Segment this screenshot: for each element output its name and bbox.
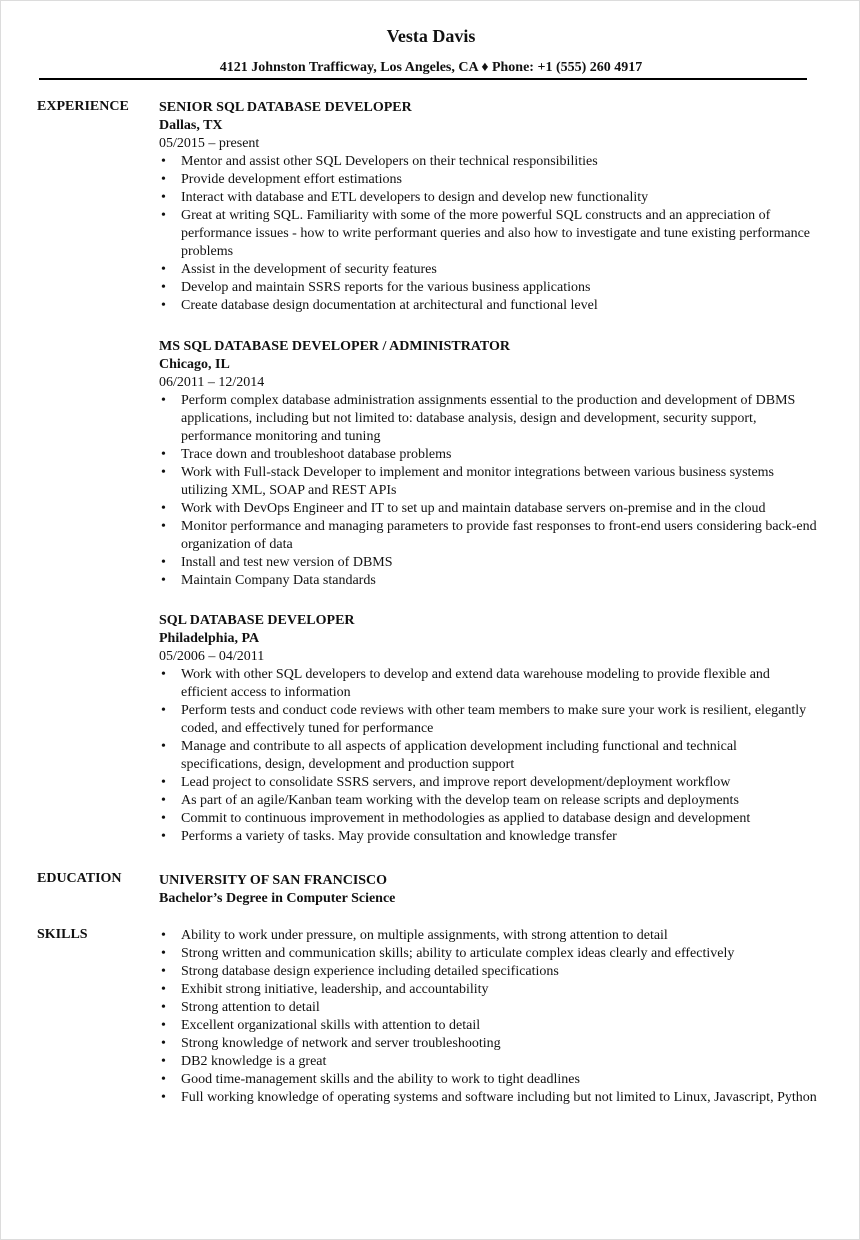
experience-heading: EXPERIENCE (37, 99, 129, 114)
list-item: • Full working knowledge of operating systems and software including but not limited to Linux, Javascript, Python (159, 1089, 819, 1107)
candidate-name: Vesta Davis (386, 26, 476, 46)
education-heading: EDUCATION (37, 871, 122, 886)
job-title: SQL DATABASE DEVELOPER (159, 613, 355, 628)
list-item: • Assist in the development of security features (159, 261, 819, 279)
list-item: • Mentor and assist other SQL Developers on their technical responsibilities (159, 153, 819, 171)
list-item: • Good time-management skills and the ability to work to tight deadlines (159, 1071, 819, 1089)
header-divider (39, 78, 807, 80)
list-item: • Strong written and communication skills; ability to articulate complex ideas clearly and effectively (159, 945, 819, 963)
job-entry (159, 612, 819, 846)
job-dates: 05/2006 – 04/2011 (159, 649, 265, 664)
job-location: Philadelphia, PA (159, 631, 260, 646)
job-responsibilities (159, 666, 819, 846)
list-item: • Provide development effort estimations (159, 171, 819, 189)
list-item: • Strong knowledge of network and server troubleshooting (159, 1035, 819, 1053)
list-item: • Exhibit strong initiative, leadership, and accountability (159, 981, 819, 999)
list-item: • Strong attention to detail (159, 999, 819, 1017)
list-item: • Work with Full-stack Developer to implement and monitor integrations between various business systems utilizing XML, SOAP and REST APIs (159, 464, 819, 500)
list-item: • Work with DevOps Engineer and IT to set up and maintain database servers on-premise and in the cloud (159, 500, 819, 518)
list-item: • Trace down and troubleshoot database problems (159, 446, 819, 464)
job-location: Dallas, TX (159, 118, 223, 133)
job-title: SENIOR SQL DATABASE DEVELOPER (159, 100, 412, 115)
degree-name: Bachelor’s Degree in Computer Science (159, 891, 396, 906)
list-item: • Performs a variety of tasks. May provide consultation and knowledge transfer (159, 828, 819, 846)
list-item: • Strong database design experience including detailed specifications (159, 963, 819, 981)
job-responsibilities (159, 153, 819, 315)
school-name: UNIVERSITY OF SAN FRANCISCO (159, 873, 388, 888)
list-item: • Maintain Company Data standards (159, 572, 819, 590)
list-item: • Develop and maintain SSRS reports for the various business applications (159, 279, 819, 297)
list-item: • Interact with database and ETL developers to design and develop new functionality (159, 189, 819, 207)
list-item: • Perform complex database administration assignments essential to the production and development of DBMS applications, including but not limited to: database analysis, design and development, security support, performance monitoring and tuning (159, 392, 819, 446)
skills-list-block (159, 927, 819, 1107)
list-item: • Lead project to consolidate SSRS servers, and improve report development/deployment workflow (159, 774, 819, 792)
contact-line: 4121 Johnston Trafficway, Los Angeles, CA ♦ Phone: +1 (555) 260 4917 (219, 60, 643, 75)
list-item: • Ability to work under pressure, on multiple assignments, with strong attention to detail (159, 927, 819, 945)
job-title: MS SQL DATABASE DEVELOPER / ADMINISTRATOR (159, 339, 510, 354)
job-dates: 06/2011 – 12/2014 (159, 375, 265, 390)
job-entry (159, 99, 819, 315)
list-item: • Great at writing SQL. Familiarity with some of the more powerful SQL constructs and an appreciation of performance issues - how to write performant queries and also how to investigate and tune existing performance problems (159, 207, 819, 261)
list-item: • Excellent organizational skills with attention to detail (159, 1017, 819, 1035)
education-entry (159, 872, 819, 908)
job-dates: 05/2015 – present (159, 136, 260, 151)
job-entry (159, 338, 819, 590)
job-location: Chicago, IL (159, 357, 230, 372)
skills-heading: SKILLS (37, 927, 88, 942)
list-item: • DB2 knowledge is a great (159, 1053, 819, 1071)
list-item: • Work with other SQL developers to develop and extend data warehouse modeling to provide flexible and efficient access to information (159, 666, 819, 702)
list-item: • Manage and contribute to all aspects of application development including functional and technical specifications, design, development and production support (159, 738, 819, 774)
list-item: • Create database design documentation at architectural and functional level (159, 297, 819, 315)
job-responsibilities (159, 392, 819, 590)
list-item: • Install and test new version of DBMS (159, 554, 819, 572)
list-item: • Monitor performance and managing parameters to provide fast responses to front-end users considering back-end organization of data (159, 518, 819, 554)
list-item: • Commit to continuous improvement in methodologies as applied to database design and development (159, 810, 819, 828)
skills-list (159, 927, 819, 1107)
list-item: • As part of an agile/Kanban team working with the develop team on release scripts and deployments (159, 792, 819, 810)
list-item: • Perform tests and conduct code reviews with other team members to make sure your work is resilient, elegantly coded, and effectively tuned for performance (159, 702, 819, 738)
